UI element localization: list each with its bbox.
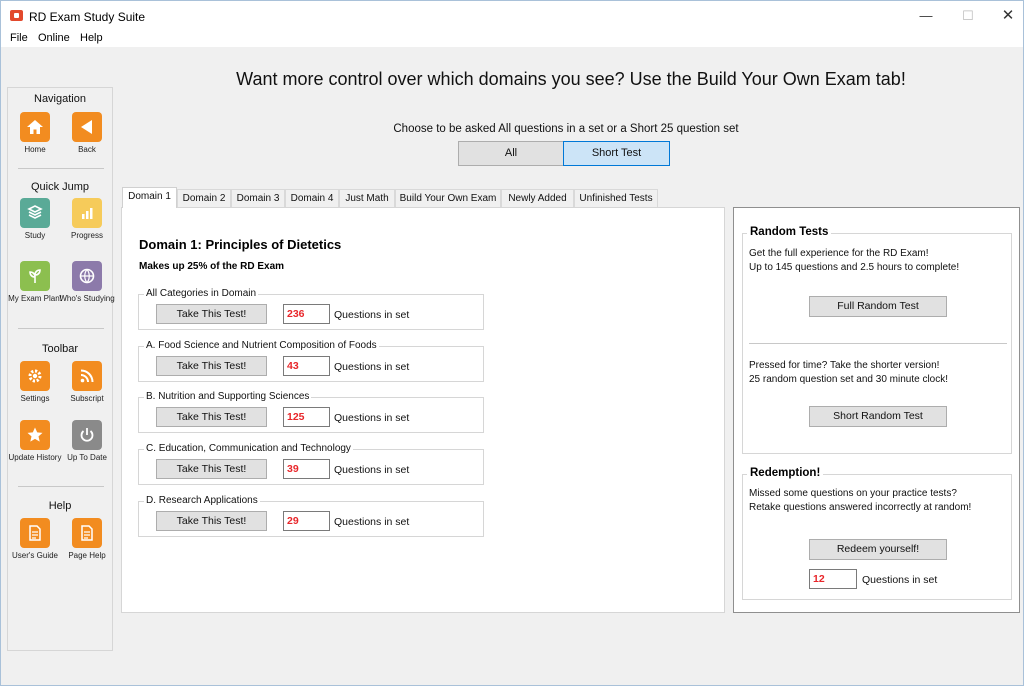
window-title: RD Exam Study Suite: [29, 10, 146, 24]
menu-file[interactable]: File: [10, 32, 28, 44]
tab-domain-3[interactable]: Domain 3: [231, 189, 285, 207]
subscript-button[interactable]: [62, 361, 112, 411]
back-arrow-icon: [72, 112, 102, 142]
tab-just-math[interactable]: Just Math: [339, 189, 395, 207]
take-test-button[interactable]: Take This Test!: [156, 459, 267, 479]
close-button[interactable]: ✕: [1001, 7, 1015, 24]
sidebar: [7, 87, 113, 651]
random-tests-group: [742, 226, 1012, 454]
home-icon: [20, 112, 50, 142]
subscript-label: Subscript: [70, 394, 104, 403]
all-questions-toggle[interactable]: All: [458, 141, 564, 166]
question-count-suffix: Questions in set: [334, 464, 410, 476]
question-count-suffix: Questions in set: [334, 309, 410, 321]
question-count-suffix: Questions in set: [334, 412, 410, 424]
power-icon: [72, 420, 102, 450]
category-label: A. Food Science and Nutrient Composition of Foods: [146, 340, 377, 351]
category-label: D. Research Applications: [146, 495, 258, 506]
take-test-button[interactable]: Take This Test!: [156, 356, 267, 376]
category-label: B. Nutrition and Supporting Sciences: [146, 391, 310, 402]
app-logo-icon: [10, 10, 23, 21]
book-icon: [20, 198, 50, 228]
side-tests-panel: [733, 207, 1020, 613]
whos-studying-label: Who's Studying: [59, 294, 115, 303]
short-test-line-1: Pressed for time? Take the shorter version!: [749, 360, 940, 371]
question-count-field[interactable]: 39: [283, 459, 330, 479]
short-random-test-button[interactable]: Short Random Test: [809, 406, 947, 427]
settings-label: Settings: [20, 394, 50, 403]
question-set-label: Choose to be asked All questions in a set or a Short 25 question set: [393, 123, 739, 135]
redeem-yourself-button[interactable]: Redeem yourself!: [809, 539, 947, 560]
full-test-line-2: Up to 145 questions and 2.5 hours to complete!: [749, 262, 960, 273]
minimize-button[interactable]: —: [919, 8, 933, 23]
random-tests-divider: [749, 343, 1007, 344]
gear-icon: [20, 361, 50, 391]
users-guide-button[interactable]: [10, 518, 60, 568]
progress-button[interactable]: [62, 198, 112, 248]
redemption-line-1: Missed some questions on your practice tests?: [749, 488, 957, 499]
maximize-button[interactable]: ☐: [962, 8, 974, 23]
category-label: All Categories in Domain: [146, 288, 257, 299]
update-history-label: Update History: [8, 453, 62, 462]
tab-unfinished-tests[interactable]: Unfinished Tests: [574, 189, 658, 207]
question-count-field[interactable]: 29: [283, 511, 330, 531]
category-group: [138, 288, 484, 330]
home-button[interactable]: [10, 112, 60, 162]
tab-domain-2[interactable]: Domain 2: [177, 189, 231, 207]
bar-chart-icon: [72, 198, 102, 228]
toolbar-heading: Toolbar: [41, 343, 79, 355]
redemption-group: [742, 467, 1012, 600]
short-test-line-2: 25 random question set and 30 minute clock!: [749, 374, 949, 385]
menu-online[interactable]: Online: [38, 32, 70, 44]
random-tests-heading: Random Tests: [747, 226, 831, 238]
tab-domain-4[interactable]: Domain 4: [285, 189, 339, 207]
document-icon: [20, 518, 50, 548]
question-count-suffix: Questions in set: [334, 516, 410, 528]
domain-title: Domain 1: Principles of Dietetics: [139, 237, 342, 252]
take-test-button[interactable]: Take This Test!: [156, 407, 267, 427]
study-label: Study: [24, 231, 46, 240]
redemption-count-field[interactable]: 12: [809, 569, 857, 589]
question-count-suffix: Questions in set: [334, 361, 410, 373]
update-history-button[interactable]: [10, 420, 60, 470]
exam-plan-button[interactable]: [10, 261, 60, 311]
category-group: [138, 391, 484, 433]
short-test-toggle[interactable]: Short Test: [563, 141, 670, 166]
whos-studying-button[interactable]: [59, 261, 115, 311]
category-group: [138, 443, 484, 485]
navigation-heading: Navigation: [34, 93, 86, 105]
back-label: Back: [78, 145, 96, 154]
category-group: [138, 340, 484, 382]
full-test-line-1: Get the full experience for the RD Exam!: [749, 248, 929, 259]
take-test-button[interactable]: Take This Test!: [156, 511, 267, 531]
progress-label: Progress: [70, 231, 103, 240]
full-random-test-button[interactable]: Full Random Test: [809, 296, 947, 317]
question-count-field[interactable]: 125: [283, 407, 330, 427]
up-to-date-label: Up To Date: [67, 453, 107, 462]
exam-plan-label: My Exam Plan!: [8, 294, 62, 303]
redemption-count-suffix: Questions in set: [862, 574, 938, 586]
study-button[interactable]: [10, 198, 60, 248]
users-guide-label: User's Guide: [12, 551, 58, 560]
back-button[interactable]: [62, 112, 112, 162]
question-count-field[interactable]: 236: [283, 304, 330, 324]
help-heading: Help: [48, 500, 72, 512]
up-to-date-button[interactable]: [62, 420, 112, 470]
home-label: Home: [24, 145, 46, 154]
tab-newly-added[interactable]: Newly Added: [501, 189, 574, 207]
question-count-field[interactable]: 43: [283, 356, 330, 376]
sidebar-divider: [18, 486, 104, 487]
redemption-line-2: Retake questions answered incorrectly at random!: [749, 502, 972, 513]
globe-icon: [72, 261, 102, 291]
plant-icon: [20, 261, 50, 291]
sidebar-divider: [18, 328, 104, 329]
tab-build-your-own-exam[interactable]: Build Your Own Exam: [395, 189, 501, 207]
take-test-button[interactable]: Take This Test!: [156, 304, 267, 324]
help-document-icon: [72, 518, 102, 548]
main-content: [1, 47, 1023, 685]
settings-button[interactable]: [10, 361, 60, 411]
menu-bar: [1, 31, 1023, 47]
tab-domain-1[interactable]: Domain 1: [122, 187, 177, 208]
domain-subtitle: Makes up 25% of the RD Exam: [139, 261, 285, 272]
page-help-button[interactable]: [62, 518, 112, 568]
star-icon: [20, 420, 50, 450]
page-help-label: Page Help: [68, 551, 106, 560]
domain-panel: [121, 207, 725, 613]
title-bar: [1, 1, 1023, 31]
category-label: C. Education, Communication and Technology: [146, 443, 351, 454]
quick-jump-heading: Quick Jump: [30, 181, 90, 193]
menu-help[interactable]: Help: [80, 32, 103, 44]
sidebar-divider: [18, 168, 104, 169]
category-group: [138, 495, 484, 537]
rss-icon: [72, 361, 102, 391]
redemption-heading: Redemption!: [747, 467, 823, 479]
page-banner: Want more control over which domains you see? Use the Build Your Own Exam tab!: [236, 69, 906, 89]
